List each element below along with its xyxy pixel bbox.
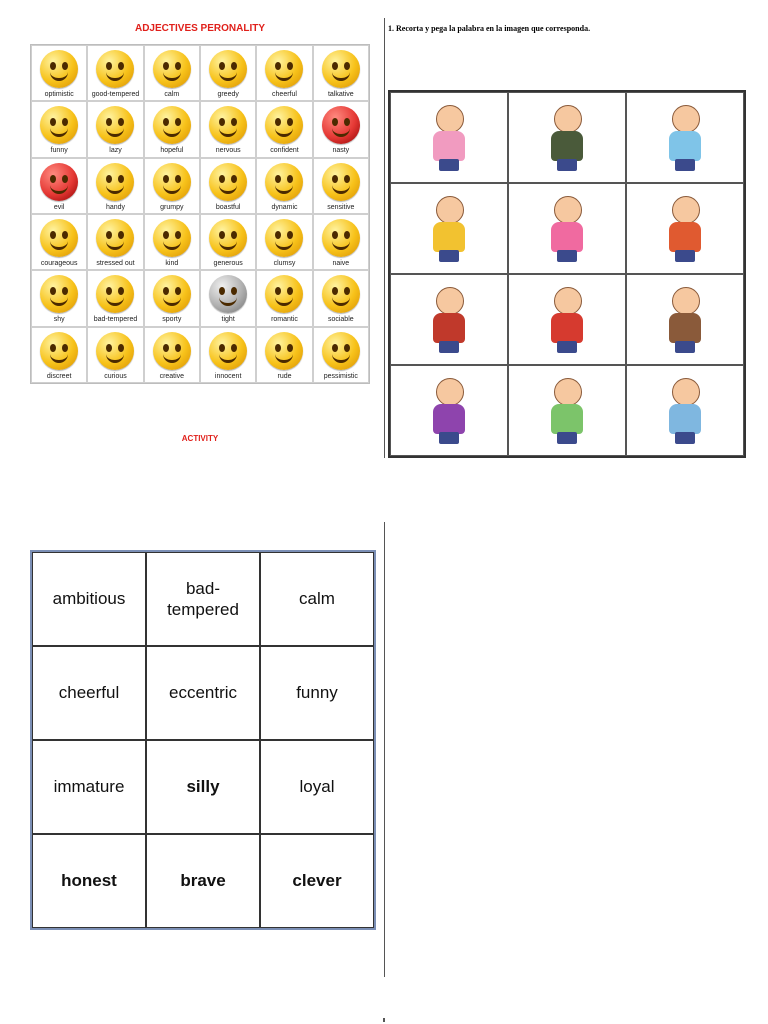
strong-boy-picture [537,285,597,355]
emoji-cell [313,158,369,214]
word-card: cheerful [32,646,146,740]
emoji-label: hopeful [160,147,184,155]
emoji-cell [31,270,87,326]
emoji-face-icon [265,106,303,144]
emoji-cell [256,158,312,214]
emoji-face-icon [322,332,360,370]
emoji-label: curious [104,372,127,380]
emoji-face-icon [96,219,134,257]
emoji-label: nasty [332,147,350,155]
emoji-label: discreet [46,372,72,380]
emoji-cell [144,158,200,214]
businessman-picture [537,103,597,173]
picture-cell [508,183,626,274]
emoji-cell [31,214,87,270]
picture-cell [390,183,508,274]
emoji-adjectives-grid [30,44,370,384]
emoji-label: creative [159,372,185,380]
emoji-cell [313,101,369,157]
word-card: honest [32,834,146,928]
emoji-cell [200,101,256,157]
emoji-label: romantic [271,316,298,324]
emoji-cell [144,270,200,326]
emoji-cell [87,270,143,326]
emoji-cell [144,45,200,101]
emoji-label: sensitive [327,203,355,211]
emoji-face-icon [96,163,134,201]
emoji-cell [200,270,256,326]
emoji-label: funny [50,147,68,155]
emoji-face-icon [209,163,247,201]
adjectives-title: ADJECTIVES PERONALITY [134,23,266,34]
emoji-face-icon [265,332,303,370]
emoji-cell [200,214,256,270]
emoji-cell [144,101,200,157]
emoji-face-icon [322,106,360,144]
emoji-cell [31,158,87,214]
emoji-cell [313,45,369,101]
silly-boy-picture [537,376,597,446]
emoji-label: tight [221,316,235,324]
emoji-face-icon [322,219,360,257]
emoji-face-icon [40,275,78,313]
emoji-face-icon [265,219,303,257]
emoji-face-icon [265,163,303,201]
emoji-label: confident [270,147,299,155]
emoji-label: dynamic [271,203,298,211]
emoji-face-icon [209,106,247,144]
emoji-label: good-tempered [91,91,140,98]
activity-label: ACTIVITY [181,434,219,443]
emoji-label: pessimistic [323,372,358,380]
emoji-cell [256,101,312,157]
picture-cell [390,92,508,183]
page-divider-top [384,18,385,458]
emoji-face-icon [322,50,360,88]
emoji-label: grumpy [160,203,184,211]
dog-and-owner-picture [655,376,715,446]
emoji-face-icon [209,50,247,88]
emoji-cell [256,45,312,101]
man-with-kite-picture [655,194,715,264]
word-card: immature [32,740,146,834]
emoji-label: talkative [327,91,354,98]
emoji-label: generous [213,259,243,267]
word-card: clever [260,834,374,928]
picture-cell [390,274,508,365]
emoji-label: calm [164,91,180,98]
emoji-label: greedy [217,91,239,98]
emoji-face-icon [96,106,134,144]
emoji-label: sociable [327,316,354,324]
emoji-face-icon [322,275,360,313]
emoji-label: shy [53,316,65,324]
emoji-cell [200,327,256,383]
clown-picture [419,376,479,446]
emoji-label: cheerful [272,91,297,98]
emoji-label: bad-tempered [93,316,138,324]
emoji-face-icon [153,219,191,257]
reading-boy-picture [419,194,479,264]
man-in-stroller-picture [655,103,715,173]
emoji-label: lazy [109,147,122,155]
emoji-face-icon [40,163,78,201]
picture-cell [508,274,626,365]
emoji-face-icon [96,275,134,313]
emoji-cell [31,45,87,101]
emoji-cell [256,270,312,326]
picture-cell [508,365,626,456]
word-card: eccentric [146,646,260,740]
emoji-cell [87,214,143,270]
instruction-text: 1. Recorta y pega la palabra en la imagen que corresponda. [388,24,591,33]
emoji-face-icon [153,332,191,370]
divider-mark [383,1018,385,1022]
word-card: bad- tempered [146,552,260,646]
emoji-face-icon [209,219,247,257]
emoji-label: boastful [215,203,241,211]
picture-cell [626,92,744,183]
emoji-label: optimistic [44,91,74,98]
emoji-label: stressed out [96,259,135,267]
emoji-cell [87,101,143,157]
emoji-face-icon [153,106,191,144]
word-card: silly [146,740,260,834]
emoji-face-icon [265,50,303,88]
emoji-label: nervous [215,147,241,155]
grumpy-boy-picture [419,285,479,355]
emoji-face-icon [209,332,247,370]
emoji-cell [31,101,87,157]
emoji-face-icon [40,219,78,257]
emoji-cell [200,45,256,101]
emoji-face-icon [40,106,78,144]
word-card: brave [146,834,260,928]
word-card: funny [260,646,374,740]
meditating-girl-picture [419,103,479,173]
emoji-cell [256,327,312,383]
emoji-face-icon [153,50,191,88]
emoji-label: rude [277,372,292,380]
word-card: calm [260,552,374,646]
emoji-face-icon [153,163,191,201]
emoji-label: handy [105,203,126,211]
emoji-cell [144,327,200,383]
picture-cell [626,365,744,456]
emoji-face-icon [40,50,78,88]
jumping-kid-picture [537,194,597,264]
emoji-label: evil [53,203,65,211]
word-card: loyal [260,740,374,834]
emoji-label: naive [332,259,350,267]
emoji-cell [87,327,143,383]
emoji-face-icon [265,275,303,313]
emoji-cell [144,214,200,270]
picture-cell [626,274,744,365]
emoji-cell [87,45,143,101]
emoji-cell [313,327,369,383]
emoji-label: kind [165,259,179,267]
picture-cell [508,92,626,183]
emoji-face-icon [322,163,360,201]
word-card: ambitious [32,552,146,646]
emoji-cell [313,270,369,326]
picture-cell [626,183,744,274]
emoji-face-icon [96,50,134,88]
picture-matching-grid [388,90,746,458]
emoji-label: innocent [214,372,242,380]
page-divider-bottom [384,522,385,977]
emoji-cell [200,158,256,214]
mustache-man-picture [655,285,715,355]
emoji-face-icon [153,275,191,313]
emoji-label: courageous [40,259,78,267]
emoji-cell [313,214,369,270]
word-cards-grid [30,550,376,930]
emoji-face-icon [40,332,78,370]
emoji-face-icon [96,332,134,370]
emoji-face-icon [209,275,247,313]
emoji-cell [31,327,87,383]
emoji-label: clumsy [273,259,296,267]
picture-cell [390,365,508,456]
emoji-cell [87,158,143,214]
emoji-cell [256,214,312,270]
emoji-label: sporty [162,316,182,324]
